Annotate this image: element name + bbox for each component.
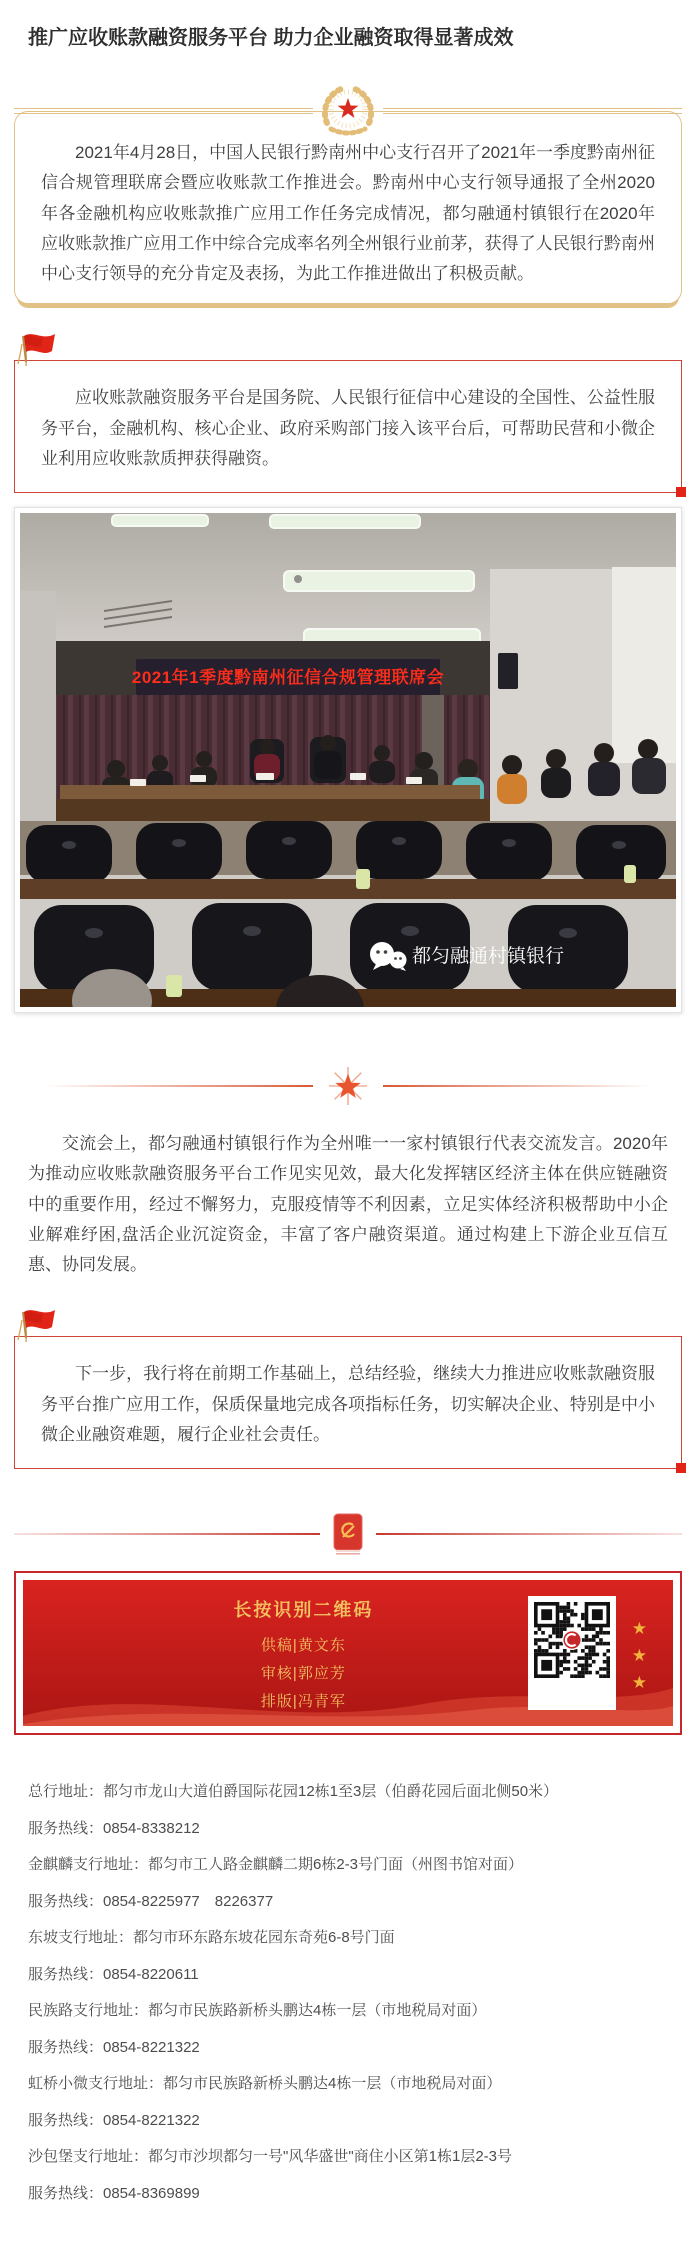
star-burst-icon	[329, 1067, 367, 1105]
star-divider	[44, 1067, 652, 1105]
photo-banner-text: 2021年1季度黔南州征信合规管理联席会	[131, 668, 445, 687]
red-flag-icon	[13, 332, 59, 372]
red-flag-icon	[13, 1308, 59, 1348]
ceiling-camera	[294, 575, 302, 583]
gold-star-icon: ★	[631, 1645, 647, 1665]
qr-banner-title: 长按识别二维码	[233, 1599, 374, 1620]
hotline-line: 服务热线：0854-8225977 8226377	[28, 1892, 274, 1910]
hotline-line: 服务热线：0854-8220611	[28, 1965, 199, 1983]
intro-section	[0, 83, 696, 304]
qr-code[interactable]	[528, 1596, 616, 1710]
meeting-photo[interactable]	[14, 507, 682, 1013]
address-line: 民族路支行地址：都匀市民族路新桥头鹏达4栋一层（市地税局对面）	[28, 2002, 487, 2019]
hotline-line: 服务热线：0854-8221322	[28, 2038, 200, 2056]
divider-line-left	[44, 1085, 313, 1087]
book-line-right	[376, 1533, 682, 1535]
ornament-line-right	[383, 108, 682, 114]
intro-paragraph: 2021年4月28日，中国人民银行黔南州中心支行召开了2021年一季度黔南州征信合规管理联席会暨应收账款工作推进会。黔南州中心支行领导通报了全州2020年各金融机构应收账款推广应用工作任务完成情况，都匀融通村镇银行在2020年应收账款推广应用工作中综合完成率名列全州银行业前茅，获得了人民银行黔南州中心支行领导的充分肯定及表扬，为此工作推进做出了积极贡献。	[41, 143, 655, 283]
exchange-paragraph: 交流会上，都匀融通村镇银行作为全州唯一一家村镇银行代表交流发言。2020年为推动应收账款融资服务平台工作见实见效，最大化发挥辖区经济主体在供应链融资中的重要作用，经过不懈努力，克服疫情等不利因素，立足实体经济积极帮助中小企业解难纾困,盘活企业沉淀资金，丰富了客户融资渠道。通过构建上下游企业互信互惠、协同发展。	[28, 1134, 668, 1274]
address-line: 沙包堡支行地址：都匀市沙坝都匀一号"风华盛世"商住小区第1栋1层2-3号	[28, 2148, 513, 2165]
next-step-card	[14, 1336, 682, 1469]
party-book-divider	[14, 1513, 682, 1555]
qr-banner-inner	[23, 1580, 673, 1726]
banner-credits	[23, 1596, 528, 1711]
platform-paragraph: 应收账款融资服务平台是国务院、人民银行征信中心建设的全国性、公益性服务平台，金融机构、核心企业、政府采购部门接入该平台后，可帮助民营和小微企业利用应收账款质押获得融资。	[41, 388, 655, 468]
credit-typesetter: 排版|冯青军	[260, 1692, 346, 1710]
meeting-room-scene	[20, 513, 676, 1007]
divider-line-right	[383, 1085, 652, 1087]
party-book-icon	[332, 1513, 364, 1555]
platform-card	[14, 360, 682, 493]
banner-stars	[632, 1616, 647, 1691]
credit-author: 供稿|黄文东	[260, 1636, 346, 1654]
watermark-text: 都匀融通村镇银行	[412, 946, 565, 967]
next-step-paragraph: 下一步，我行将在前期工作基础上，总结经验，继续大力推进应收账款融资服务平台推广应用工作，保质保量地完成各项指标任务，切实解决企业、特别是中小微企业融资难题，履行企业社会责任。	[41, 1364, 655, 1444]
hotline-line: 服务热线：0854-8369899	[28, 2184, 200, 2202]
credit-reviewer: 审核|郭应芳	[260, 1664, 346, 1682]
address-line: 总行地址：都匀市龙山大道伯爵国际花园12栋1至3层（伯爵花园后面北侧50米）	[28, 1783, 559, 1800]
gold-ornament	[14, 83, 682, 139]
gold-star-icon: ★	[631, 1672, 647, 1692]
hotline-line: 服务热线：0854-8221322	[28, 2111, 200, 2129]
address-line: 东坡支行地址：都匀市环东路东坡花园东奇苑6-8号门面	[28, 1929, 395, 1946]
book-line-left	[14, 1533, 320, 1535]
branch-address-footer	[28, 1781, 668, 2245]
intro-card	[14, 111, 682, 304]
flag-decoration-2	[13, 1308, 696, 1344]
page-title: 推广应收账款融资服务平台 助力企业融资取得显著成效	[28, 27, 514, 49]
ornament-line-left	[14, 108, 313, 114]
flag-decoration-1	[13, 332, 696, 368]
gold-star-icon: ★	[631, 1618, 647, 1638]
address-line: 虹桥小微支行地址：都匀市民族路新桥头鹏达4栋一层（市地税局对面）	[28, 2075, 502, 2092]
laurel-star-icon	[317, 83, 379, 139]
qr-code-image	[534, 1602, 610, 1678]
qr-banner	[14, 1571, 682, 1735]
hotline-line: 服务热线：0854-8338212	[28, 1819, 200, 1837]
photo-banner	[132, 659, 444, 695]
address-line: 金麒麟支行地址：都匀市工人路金麒麟二期6栋2-3号门面（州图书馆对面）	[28, 1856, 524, 1873]
